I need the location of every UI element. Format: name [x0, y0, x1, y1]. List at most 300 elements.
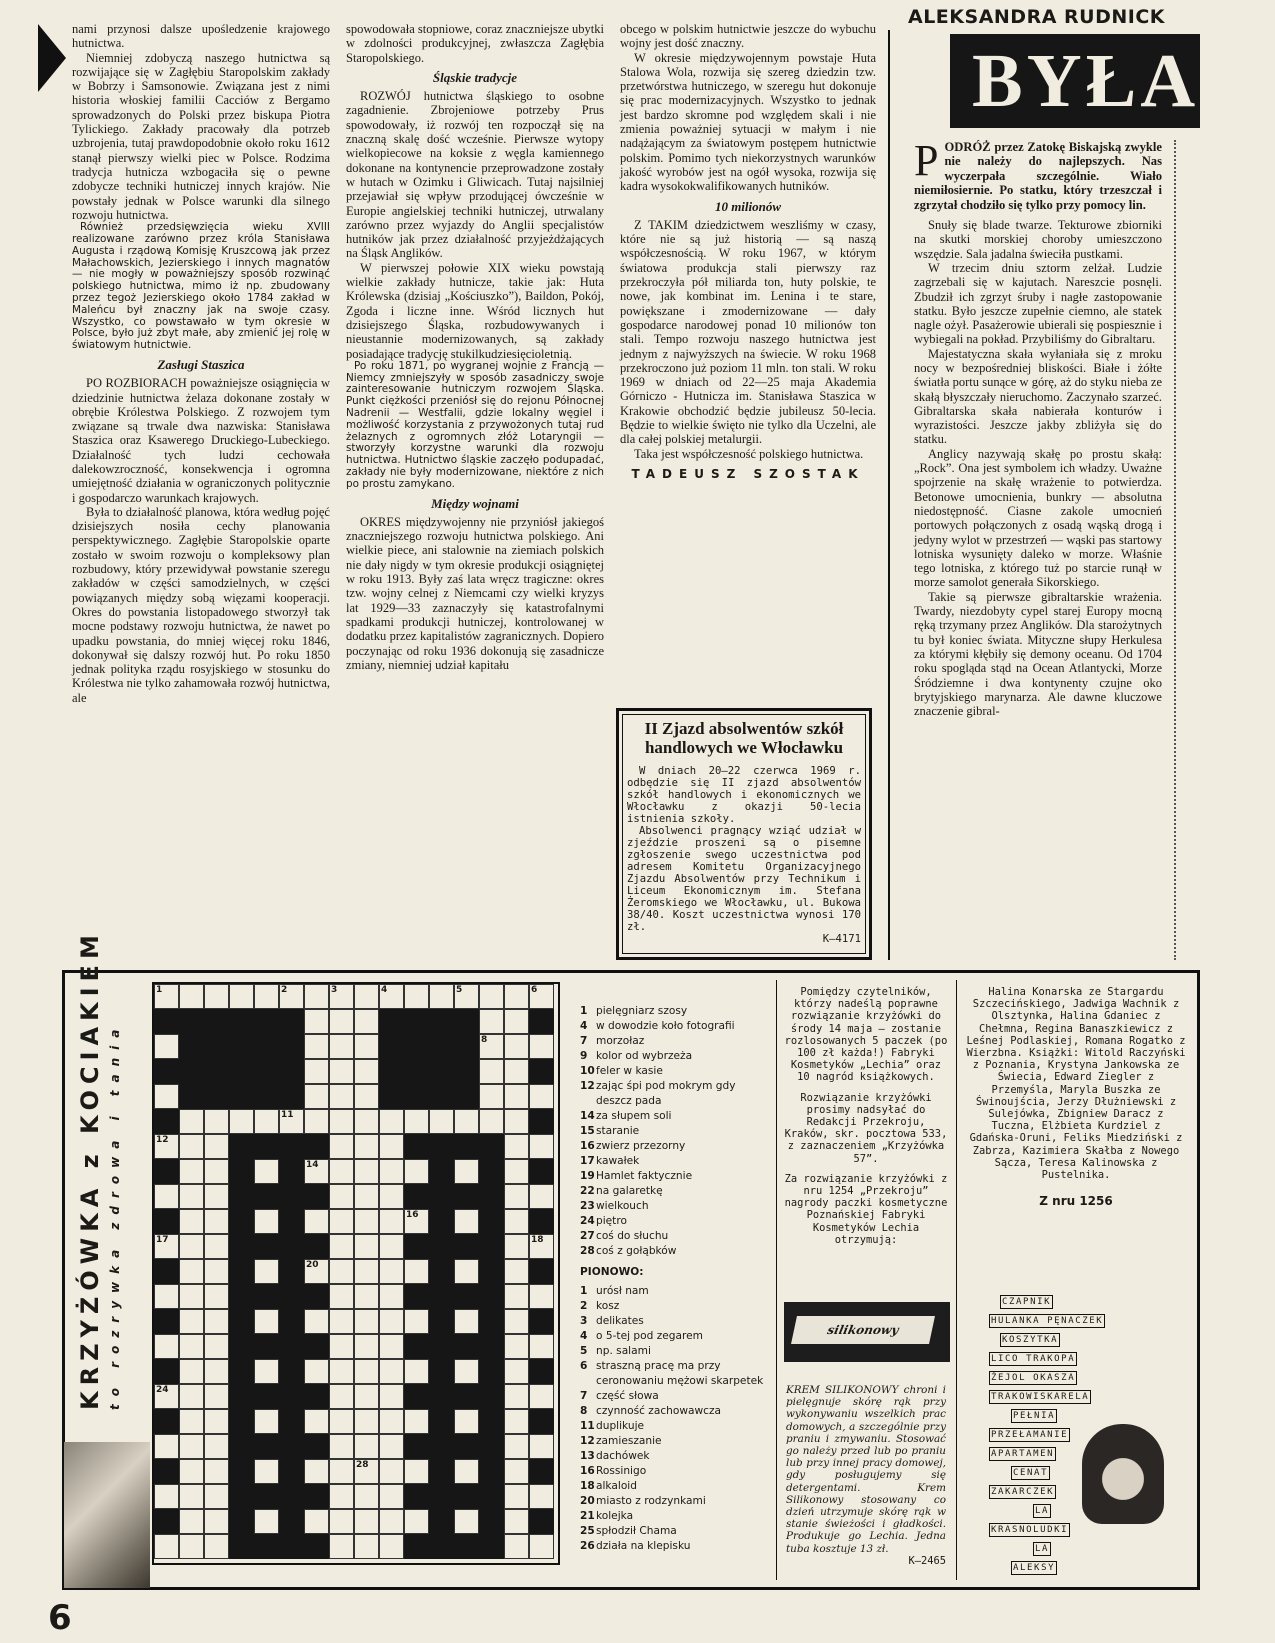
crossword-cell[interactable] — [354, 984, 379, 1009]
crossword-cell[interactable] — [354, 1009, 379, 1034]
crossword-cell[interactable] — [354, 1084, 379, 1109]
paragraph: Była to działalność planowa, która według pojęć dzisiejszych nosiła cechy planowania perspektywicznego. Zagłębie Staropolskie oparte zostało w swoim rozwoju o kompleksowy plan rozbudowy, który przewidywał powstanie szeregu zakładów w części samodzielnych, w części powiązanych między sobą więzami kooperacji. Okres do powstania listopadowego stworzył tak mocne podstawy rozwoju hutnictwa, że nawet po upadku powstania, do mniej więcej roku 1846, dokonywał się dalszy rozwój hut. Po roku 1850 jednak polityka rządu rosyjskiego w stosunku do Królestwa nie tylko zahamowała rozwój hutnictwa, ale — [72, 504, 330, 705]
cell-number: 5 — [456, 985, 463, 995]
crossword-cell[interactable] — [504, 1334, 529, 1359]
crossword-cell[interactable] — [329, 1059, 354, 1084]
crossword-cell[interactable] — [354, 1259, 379, 1284]
crossword-black-cell — [454, 1484, 479, 1509]
crossword-cell[interactable] — [329, 1134, 354, 1159]
crossword-black-cell — [229, 1309, 254, 1334]
crossword-cell[interactable] — [154, 1034, 179, 1059]
crossword-cell[interactable] — [329, 1334, 354, 1359]
crossword-cell[interactable] — [354, 1309, 379, 1334]
crossword-cell[interactable] — [204, 1384, 229, 1409]
crossword-black-cell — [429, 1459, 454, 1484]
solution-row: ALEKSY — [1013, 1563, 1056, 1573]
clue-item — [580, 1434, 770, 1449]
article-column-4 — [914, 136, 1162, 966]
crossword-cell[interactable] — [479, 1059, 504, 1084]
crossword-cell[interactable] — [179, 1159, 204, 1184]
crossword-cell[interactable] — [504, 1384, 529, 1409]
crossword-cell[interactable] — [404, 1409, 429, 1434]
crossword-cell[interactable] — [379, 1159, 404, 1184]
clue-item — [580, 1359, 770, 1389]
crossword-cell[interactable] — [404, 1309, 429, 1334]
crossword-cell[interactable] — [204, 1459, 229, 1484]
crossword-black-cell — [229, 1484, 254, 1509]
crossword-cell[interactable] — [379, 1134, 404, 1159]
solution-row: LA — [1035, 1544, 1050, 1554]
crossword-cell[interactable] — [504, 1059, 529, 1084]
clue-item — [580, 1284, 770, 1299]
crossword-cell[interactable] — [404, 1459, 429, 1484]
crossword-cell[interactable] — [304, 1509, 329, 1534]
crossword-cell[interactable] — [379, 1334, 404, 1359]
crossword-cell[interactable] — [529, 1334, 554, 1359]
crossword-cell[interactable] — [379, 1384, 404, 1409]
crossword-cell[interactable] — [479, 1084, 504, 1109]
crossword-cell[interactable] — [254, 984, 279, 1009]
crossword-cell[interactable] — [529, 1534, 554, 1559]
crossword-cell[interactable] — [204, 1534, 229, 1559]
crossword-cell[interactable] — [304, 1359, 329, 1384]
crossword-black-cell — [154, 1409, 179, 1434]
crossword-cell[interactable] — [479, 1034, 504, 1059]
crossword-cell[interactable] — [354, 1034, 379, 1059]
crossword-cell[interactable] — [304, 1409, 329, 1434]
crossword-black-cell — [254, 1284, 279, 1309]
crossword-cell[interactable] — [304, 1259, 329, 1284]
crossword-cell[interactable] — [329, 1534, 354, 1559]
crossword-black-cell — [279, 1309, 304, 1334]
crossword-cell[interactable] — [529, 984, 554, 1009]
crossword-black-cell — [429, 1484, 454, 1509]
crossword-cell[interactable] — [504, 1409, 529, 1434]
crossword-cell[interactable] — [204, 1159, 229, 1184]
crossword-cell[interactable] — [204, 1309, 229, 1334]
paragraph: spowodowała stopniowe, coraz znaczniejsze ubytki w zdolności produkcyjnej, zwłaszcza Zagłębia Staropolskiego. — [346, 22, 604, 65]
cream-ad — [786, 1384, 946, 1567]
crossword-black-cell — [279, 1409, 304, 1434]
crossword-cell[interactable] — [404, 1109, 429, 1134]
crossword-black-cell — [229, 1434, 254, 1459]
crossword-cell[interactable] — [354, 1284, 379, 1309]
crossword-cell[interactable] — [379, 1259, 404, 1284]
crossword-cell[interactable] — [379, 1284, 404, 1309]
crossword-cell[interactable] — [379, 1509, 404, 1534]
crossword-cell[interactable] — [354, 1484, 379, 1509]
crossword-black-cell — [229, 1409, 254, 1434]
crossword-black-cell — [379, 1034, 404, 1059]
clue-text: delikates — [596, 1315, 644, 1327]
crossword-cell[interactable] — [404, 984, 429, 1009]
crossword-cell[interactable] — [154, 1284, 179, 1309]
crossword-cell[interactable] — [454, 1309, 479, 1334]
crossword-cell[interactable] — [454, 1359, 479, 1384]
crossword-cell[interactable] — [179, 1434, 204, 1459]
crossword-cell[interactable] — [504, 1034, 529, 1059]
crossword-cell[interactable] — [504, 1009, 529, 1034]
crossword-black-cell — [254, 1009, 279, 1034]
crossword-cell[interactable] — [179, 1384, 204, 1409]
cell-number: 14 — [306, 1160, 319, 1170]
crossword-black-cell — [254, 1134, 279, 1159]
crossword-cell[interactable] — [429, 1109, 454, 1134]
crossword-cell[interactable] — [304, 1309, 329, 1334]
crossword-cell[interactable] — [379, 1359, 404, 1384]
crossword-cell[interactable] — [354, 1159, 379, 1184]
clue-text: część słowa — [596, 1390, 659, 1402]
cat-girl-photo — [1082, 1424, 1164, 1524]
crossword-cell[interactable] — [504, 1134, 529, 1159]
crossword-cell[interactable] — [329, 1309, 354, 1334]
crossword-black-cell — [529, 1409, 554, 1434]
solution-row: PRZEŁAMANIE — [991, 1430, 1069, 1440]
crossword-cell[interactable] — [204, 1209, 229, 1234]
crossword-cell[interactable] — [329, 1234, 354, 1259]
crossword-cell[interactable] — [504, 1109, 529, 1134]
model-photo — [64, 1442, 150, 1588]
crossword-black-cell — [154, 1309, 179, 1334]
crossword-cell[interactable] — [179, 1134, 204, 1159]
winners-list — [966, 986, 1186, 1207]
crossword-cell[interactable] — [179, 1484, 204, 1509]
crossword-cell[interactable] — [204, 1334, 229, 1359]
crossword-cell[interactable] — [429, 984, 454, 1009]
crossword-black-cell — [529, 1309, 554, 1334]
crossword-grid[interactable] — [152, 982, 560, 1565]
crossword-black-cell — [229, 1334, 254, 1359]
crossword-cell[interactable] — [254, 1309, 279, 1334]
clue-text: morzołaz — [596, 1035, 645, 1047]
crossword-cell[interactable] — [179, 1184, 204, 1209]
crossword-cell[interactable] — [404, 1209, 429, 1234]
crossword-cell[interactable] — [354, 1134, 379, 1159]
crossword-cell[interactable] — [154, 1234, 179, 1259]
crossword-cell[interactable] — [254, 1209, 279, 1234]
crossword-cell[interactable] — [154, 984, 179, 1009]
crossword-cell[interactable] — [329, 1434, 354, 1459]
crossword-cell[interactable] — [179, 1534, 204, 1559]
crossword-cell[interactable] — [329, 1184, 354, 1209]
crossword-cell[interactable] — [354, 1059, 379, 1084]
crossword-cell[interactable] — [254, 1409, 279, 1434]
crossword-cell[interactable] — [529, 1484, 554, 1509]
crossword-cell[interactable] — [379, 1434, 404, 1459]
crossword-black-cell — [154, 1109, 179, 1134]
crossword-cell[interactable] — [354, 1384, 379, 1409]
clue-item — [580, 1109, 770, 1124]
crossword-cell[interactable] — [504, 1184, 529, 1209]
crossword-black-cell — [229, 1259, 254, 1284]
crossword-black-cell — [229, 1284, 254, 1309]
clue-number: 18 — [580, 1480, 595, 1492]
crossword-cell[interactable] — [179, 1409, 204, 1434]
crossword-cell[interactable] — [354, 1409, 379, 1434]
crossword-cell[interactable] — [329, 1259, 354, 1284]
crossword-cell[interactable] — [304, 1209, 329, 1234]
crossword-cell[interactable] — [354, 1334, 379, 1359]
crossword-cell[interactable] — [204, 1434, 229, 1459]
crossword-cell[interactable] — [154, 1384, 179, 1409]
crossword-cell[interactable] — [304, 1059, 329, 1084]
crossword-cell[interactable] — [329, 1209, 354, 1234]
crossword-cell[interactable] — [504, 1309, 529, 1334]
crossword-cell[interactable] — [379, 1484, 404, 1509]
crossword-cell[interactable] — [379, 1109, 404, 1134]
crossword-black-cell — [304, 1384, 329, 1409]
column-divider — [888, 30, 890, 960]
crossword-cell[interactable] — [454, 984, 479, 1009]
crossword-cell[interactable] — [454, 1209, 479, 1234]
crossword-black-cell — [404, 1134, 429, 1159]
clue-item — [580, 1184, 770, 1199]
crossword-black-cell — [529, 1509, 554, 1534]
crossword-cell[interactable] — [354, 1534, 379, 1559]
crossword-cell[interactable] — [329, 1359, 354, 1384]
crossword-cell[interactable] — [204, 1509, 229, 1534]
crossword-cell[interactable] — [204, 1184, 229, 1209]
crossword-cell[interactable] — [204, 1234, 229, 1259]
crossword-cell[interactable] — [179, 1234, 204, 1259]
crossword-cell[interactable] — [504, 984, 529, 1009]
crossword-cell[interactable] — [254, 1259, 279, 1284]
crossword-cell[interactable] — [504, 1534, 529, 1559]
crossword-cell[interactable] — [304, 1009, 329, 1034]
crossword-black-cell — [429, 1234, 454, 1259]
clue-text: zwierz przezorny — [596, 1140, 686, 1152]
crossword-cell[interactable] — [529, 1184, 554, 1209]
crossword-cell[interactable] — [279, 984, 304, 1009]
crossword-cell[interactable] — [454, 1509, 479, 1534]
crossword-black-cell — [279, 1234, 304, 1259]
crossword-cell[interactable] — [379, 1309, 404, 1334]
crossword-cell[interactable] — [479, 984, 504, 1009]
notice-paragraph: W dniach 20—22 czerwca 1969 r. odbędzie się II zjazd absolwentów szkół handlowych i ekonomicznych we Włocławku z okazji 50-lecia istnienia szkoły. — [627, 765, 861, 825]
crossword-cell[interactable] — [304, 1459, 329, 1484]
article-column-2 — [346, 22, 604, 968]
crossword-cell[interactable] — [204, 1109, 229, 1134]
crossword-black-cell — [429, 1059, 454, 1084]
crossword-cell[interactable] — [354, 1459, 379, 1484]
crossword-black-cell — [404, 1234, 429, 1259]
crossword-cell[interactable] — [529, 1384, 554, 1409]
crossword-cell[interactable] — [504, 1159, 529, 1184]
clue-number: 5 — [580, 1345, 588, 1357]
crossword-cell[interactable] — [154, 1134, 179, 1159]
crossword-cell[interactable] — [154, 1534, 179, 1559]
crossword-black-cell — [204, 1034, 229, 1059]
crossword-cell[interactable] — [254, 1109, 279, 1134]
dotted-edge — [1174, 140, 1176, 960]
crossword-black-cell — [229, 1059, 254, 1084]
crossword-cell[interactable] — [304, 1109, 329, 1134]
crossword-cell[interactable] — [329, 1159, 354, 1184]
crossword-black-cell — [479, 1234, 504, 1259]
crossword-cell[interactable] — [304, 1084, 329, 1109]
crossword-cell[interactable] — [379, 984, 404, 1009]
crossword-cell[interactable] — [479, 1109, 504, 1134]
section-heading: 10 milionów — [714, 198, 782, 214]
crossword-black-cell — [529, 1209, 554, 1234]
crossword-cell[interactable] — [179, 1209, 204, 1234]
crossword-cell[interactable] — [254, 1359, 279, 1384]
crossword-cell[interactable] — [504, 1259, 529, 1284]
crossword-cell[interactable] — [329, 1109, 354, 1134]
crossword-cell[interactable] — [454, 1109, 479, 1134]
crossword-cell[interactable] — [179, 984, 204, 1009]
crossword-cell[interactable] — [204, 1284, 229, 1309]
crossword-cell[interactable] — [329, 1459, 354, 1484]
crossword-black-cell — [304, 1334, 329, 1359]
crossword-cell[interactable] — [354, 1359, 379, 1384]
crossword-cell[interactable] — [154, 1184, 179, 1209]
clue-item — [580, 1004, 770, 1019]
crossword-cell[interactable] — [354, 1434, 379, 1459]
section-heading: Zasługi Staszica — [157, 356, 245, 372]
paragraph: PO ROZBIORACH poważniejsze osiągnięcia w dziedzinie hutnictwa żelaza dokonane zostały w obrębie Królestwa Polskiego. Z rozwojem tym związane są trwale dwa nazwiska: Stanisława Staszica oraz Ksawerego Druckiego-Lubeckiego. Działalność tych ludzi cechowała dalekowzroczność, konsekwencja i ogromna umiejętność działania w ograniczonych politycznie i gospodarczo warunkach krajowych. — [72, 376, 330, 505]
crossword-cell[interactable] — [154, 1334, 179, 1359]
crossword-cell[interactable] — [504, 1359, 529, 1384]
crossword-cell[interactable] — [504, 1084, 529, 1109]
crossword-cell[interactable] — [354, 1509, 379, 1534]
crossword-cell[interactable] — [354, 1209, 379, 1234]
crossword-cell[interactable] — [304, 1159, 329, 1184]
crossword-cell[interactable] — [379, 1184, 404, 1209]
crossword-cell[interactable] — [329, 1284, 354, 1309]
crossword-cell[interactable] — [379, 1209, 404, 1234]
crossword-cell[interactable] — [229, 984, 254, 1009]
crossword-cell[interactable] — [329, 1084, 354, 1109]
cream-tube-image — [784, 1302, 950, 1362]
crossword-cell[interactable] — [529, 1234, 554, 1259]
crossword-cell[interactable] — [354, 1184, 379, 1209]
crossword-black-cell — [454, 1534, 479, 1559]
crossword-cell[interactable] — [179, 1359, 204, 1384]
crossword-cell[interactable] — [204, 1359, 229, 1384]
crossword-cell[interactable] — [529, 1134, 554, 1159]
crossword-cell[interactable] — [254, 1509, 279, 1534]
crossword-black-cell — [529, 1109, 554, 1134]
crossword-cell[interactable] — [204, 1484, 229, 1509]
crossword-cell[interactable] — [504, 1434, 529, 1459]
crossword-cell[interactable] — [454, 1159, 479, 1184]
crossword-cell[interactable] — [529, 1434, 554, 1459]
crossword-cell[interactable] — [529, 1284, 554, 1309]
crossword-cell[interactable] — [329, 984, 354, 1009]
crossword-cell[interactable] — [154, 1434, 179, 1459]
crossword-cell[interactable] — [454, 1409, 479, 1434]
crossword-black-cell — [379, 1059, 404, 1084]
crossword-cell[interactable] — [204, 1409, 229, 1434]
clue-text: straszną pracę ma przy ceronowaniu mężowi skarpetek — [596, 1360, 764, 1387]
crossword-black-cell — [429, 1209, 454, 1234]
clue-number: 7 — [580, 1035, 588, 1047]
crossword-cell[interactable] — [329, 1384, 354, 1409]
crossword-cell[interactable] — [304, 984, 329, 1009]
crossword-cell[interactable] — [179, 1109, 204, 1134]
crossword-cell[interactable] — [304, 1034, 329, 1059]
crossword-cell[interactable] — [179, 1459, 204, 1484]
crossword-cell[interactable] — [379, 1234, 404, 1259]
crossword-cell[interactable] — [529, 1084, 554, 1109]
cell-number: 6 — [531, 985, 538, 995]
crossword-black-cell — [229, 1159, 254, 1184]
crossword-cell[interactable] — [154, 1084, 179, 1109]
crossword-black-cell — [479, 1259, 504, 1284]
crossword-black-cell — [454, 1384, 479, 1409]
crossword-black-cell — [429, 1009, 454, 1034]
crossword-cell[interactable] — [179, 1259, 204, 1284]
crossword-clues — [580, 1004, 770, 1554]
solution-row: LICO TRAKOPA — [991, 1354, 1076, 1364]
crossword-cell[interactable] — [204, 984, 229, 1009]
crossword-cell[interactable] — [154, 1484, 179, 1509]
crossword-cell[interactable] — [504, 1209, 529, 1234]
crossword-cell[interactable] — [379, 1409, 404, 1434]
crossword-cell[interactable] — [529, 1034, 554, 1059]
crossword-cell[interactable] — [329, 1409, 354, 1434]
crossword-cell[interactable] — [404, 1259, 429, 1284]
crossword-cell[interactable] — [254, 1459, 279, 1484]
crossword-black-cell — [279, 1009, 304, 1034]
crossword-black-cell — [404, 1384, 429, 1409]
crossword-cell[interactable] — [504, 1284, 529, 1309]
crossword-cell[interactable] — [379, 1534, 404, 1559]
crossword-cell[interactable] — [504, 1509, 529, 1534]
crossword-black-cell — [154, 1209, 179, 1234]
crossword-cell[interactable] — [279, 1109, 304, 1134]
crossword-cell[interactable] — [454, 1459, 479, 1484]
crossword-cell[interactable] — [179, 1334, 204, 1359]
crossword-cell[interactable] — [454, 1259, 479, 1284]
crossword-black-cell — [529, 1059, 554, 1084]
crossword-cell[interactable] — [379, 1459, 404, 1484]
down-clues — [580, 1284, 770, 1554]
crossword-black-cell — [279, 1134, 304, 1159]
clue-text: spłodził Chama — [596, 1525, 677, 1537]
crossword-cell[interactable] — [329, 1509, 354, 1534]
crossword-cell[interactable] — [204, 1259, 229, 1284]
clue-item — [580, 1079, 770, 1109]
crossword-cell[interactable] — [354, 1109, 379, 1134]
crossword-cell[interactable] — [229, 1109, 254, 1134]
crossword-cell[interactable] — [404, 1159, 429, 1184]
crossword-cell[interactable] — [204, 1134, 229, 1159]
crossword-cell[interactable] — [179, 1309, 204, 1334]
crossword-cell[interactable] — [404, 1359, 429, 1384]
crossword-cell[interactable] — [504, 1459, 529, 1484]
crossword-cell[interactable] — [404, 1509, 429, 1534]
crossword-cell[interactable] — [329, 1034, 354, 1059]
crossword-cell[interactable] — [354, 1234, 379, 1259]
crossword-cell[interactable] — [254, 1159, 279, 1184]
crossword-black-cell — [279, 1284, 304, 1309]
crossword-cell[interactable] — [329, 1009, 354, 1034]
crossword-cell[interactable] — [479, 1009, 504, 1034]
crossword-black-cell — [404, 1434, 429, 1459]
crossword-cell[interactable] — [504, 1484, 529, 1509]
crossword-cell[interactable] — [179, 1509, 204, 1534]
clue-item — [580, 1449, 770, 1464]
crossword-cell[interactable] — [179, 1284, 204, 1309]
clue-text: Rossinigo — [596, 1465, 647, 1477]
crossword-black-cell — [254, 1059, 279, 1084]
clue-number: 19 — [580, 1170, 595, 1182]
crossword-black-cell — [479, 1184, 504, 1209]
crossword-cell[interactable] — [329, 1484, 354, 1509]
crossword-cell[interactable] — [504, 1234, 529, 1259]
